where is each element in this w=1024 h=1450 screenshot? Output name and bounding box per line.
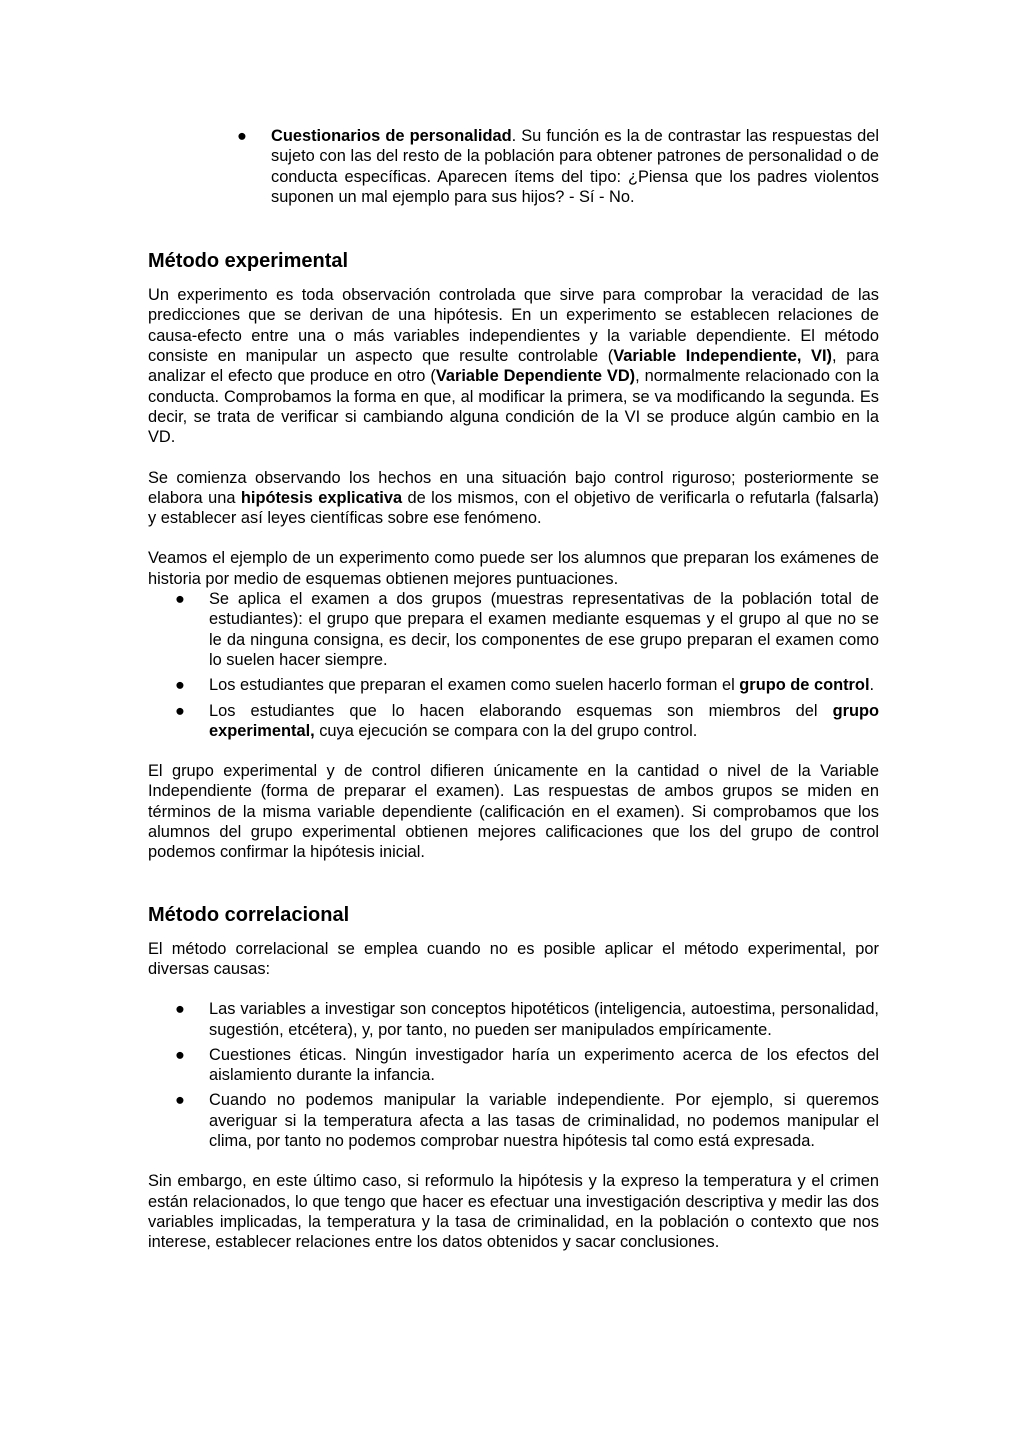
paragraph: El grupo experimental y de control difieren únicamente en la cantidad o nivel de la Variable Independiente (forma de preparar el examen). Las respuestas de ambos grupos se miden en términos de la misma variable dependiente (calificación en el examen). Si comprobamos que los alumnos del grupo experimental obtienen mejores calificaciones que los del grupo de control podemos confirmar la hipótesis inicial. xyxy=(148,762,879,862)
text-run: Un experimento es toda observación controlada que sirve para comprobar la veracidad de las predicciones que se derivan de una hipótesis. En un experimento se establecen relaciones de causa-efecto entre una o más variables independientes y la variable dependiente. El método consiste en manipular un aspecto que resulte controlable ( xyxy=(148,286,879,366)
list-item-text: Se aplica el examen a dos grupos (muestras representativas de la población total de estudiantes): el grupo que prepara el examen mediante esquemas y el grupo al que no se le da ninguna consigna, es decir, los componentes de ese grupo preparan el examen como lo suelen hacer siempre. xyxy=(209,590,879,669)
bullet-icon: ● xyxy=(175,676,185,695)
bullet-icon: ● xyxy=(175,701,185,720)
text-run: Se comienza observando los hechos en una situación bajo control riguroso; posteriormente se elabora una xyxy=(148,468,879,507)
bold-term: Cuestionarios de personalidad xyxy=(271,127,512,145)
bullet-icon: ● xyxy=(175,1045,185,1064)
section-heading-correlacional: Método correlacional xyxy=(148,903,350,926)
list-item xyxy=(175,675,879,695)
bold-term: grupo de control xyxy=(739,676,870,695)
text-run: . xyxy=(869,676,875,695)
paragraph: Veamos el ejemplo de un experimento como puede ser los alumnos que preparan los exámenes de historia por medio de esquemas obtienen mejores puntuaciones. xyxy=(148,549,879,588)
intro-bullet-list xyxy=(148,126,879,207)
text-run: cuya ejecución se compara con la del grupo control. xyxy=(314,721,698,740)
list-item xyxy=(175,701,879,742)
text-run: de los mismos, con el objetivo de verificarla o refutarla (falsarla) y establecer así leyes científicas sobre ese fenómeno. xyxy=(148,488,879,528)
correlational-bullet-list xyxy=(148,999,879,1151)
paragraph: El método correlacional se emplea cuando no es posible aplicar el método experimental, por diversas causas: xyxy=(148,939,879,978)
text-run: , normalmente relacionado con la conducta. Comprobamos la forma en que, al modificar la primera, se va modificando la segunda. Es decir, se trata de verificar si cambiando alguna condición de la VI se produce algún cambio en la VD. xyxy=(148,367,879,447)
list-item xyxy=(175,1090,879,1151)
bullet-icon: ● xyxy=(175,1000,185,1019)
experiment-bullet-list xyxy=(148,589,879,741)
bold-term: Variable Dependiente VD) xyxy=(435,367,636,386)
bold-term: Variable Independiente, VI) xyxy=(613,347,832,366)
list-item-text: Los estudiantes que preparan el examen como suelen hacerlo forman el xyxy=(209,676,740,695)
list-item-text: Las variables a investigar son conceptos hipotéticos (inteligencia, autoestima, personalidad, sugestión, etcétera), y, por tanto, no pueden ser manipulados empíricamente. xyxy=(209,1000,879,1039)
list-item-text: . Su función es la de contrastar las respuestas del sujeto con las del resto de la población para obtener patrones de personalidad o de conducta específicas. Aparecen ítems del tipo: ¿Piensa que los padres violentos suponen un mal ejemplo para sus hijos? - Sí - No. xyxy=(271,127,879,206)
bullet-icon: ● xyxy=(175,590,185,609)
bold-term: hipótesis explicativa xyxy=(240,488,403,507)
list-item xyxy=(175,999,879,1040)
list-item-text: Los estudiantes que lo hacen elaborando esquemas son miembros del xyxy=(209,701,833,720)
page-content xyxy=(148,126,879,1252)
list-item-text: Cuestiones éticas. Ningún investigador haría un experimento acerca de los efectos del aislamiento durante la infancia. xyxy=(209,1045,879,1085)
list-item xyxy=(175,589,879,670)
text-run: , para analizar el efecto que produce en otro ( xyxy=(148,347,879,386)
bold-term: grupo experimental, xyxy=(209,701,879,740)
list-item-text: Cuando no podemos manipular la variable independiente. Por ejemplo, si queremos averiguar si la temperatura afecta a las tasas de criminalidad, no podemos manipular el clima, por tanto no podemos comprobar nuestra hipótesis tal como está expresada. xyxy=(209,1091,879,1150)
bullet-icon: ● xyxy=(237,127,247,145)
bullet-icon: ● xyxy=(175,1091,185,1110)
section-heading-experimental: Método experimental xyxy=(148,250,349,273)
list-item xyxy=(237,126,879,207)
paragraph xyxy=(148,468,879,529)
list-item xyxy=(175,1045,879,1086)
paragraph xyxy=(148,285,879,447)
paragraph: Sin embargo, en este último caso, si reformulo la hipótesis y la expreso la temperatura y el crimen están relacionados, lo que tengo que hacer es efectuar una investigación descriptiva y medir las dos variables implicadas, la temperatura y la tasa de criminalidad, en la población o contexto que nos interese, establecer relaciones entre los datos obtenidos y sacar conclusiones. xyxy=(148,1172,879,1252)
